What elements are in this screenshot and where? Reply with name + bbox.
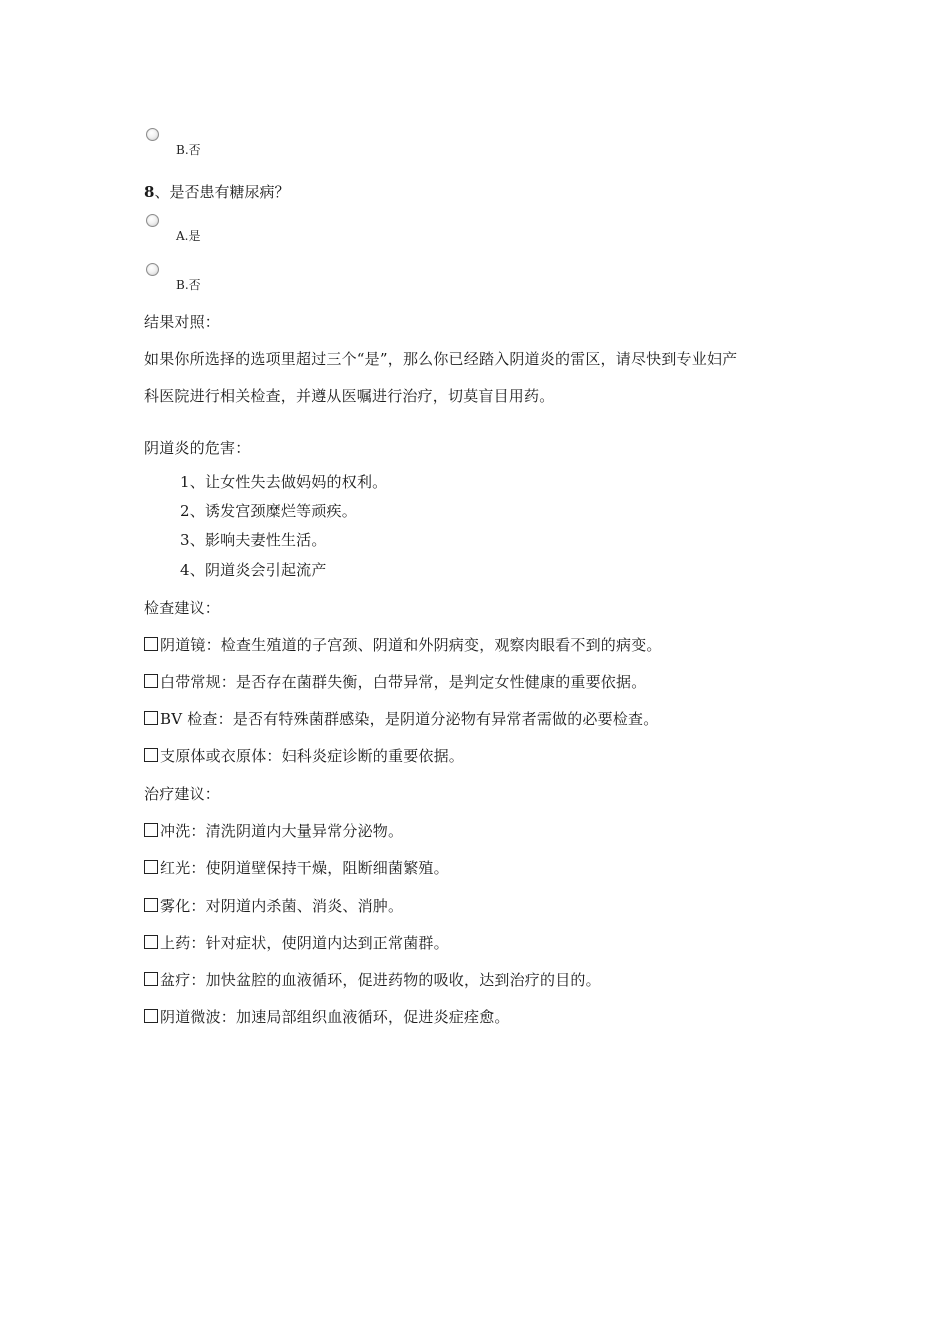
q8-text: 、是否患有糖尿病？ (154, 183, 290, 201)
exam-heading: 检查建议： (144, 599, 221, 617)
checkbox-square-icon (144, 748, 158, 762)
q8-option-a-radio[interactable] (146, 214, 159, 227)
exam-item-text: 白带常规：是否存在菌群失衡，白带异常，是判定女性健康的重要依据。 (160, 673, 647, 691)
q7-option-b-label: B.否 (176, 143, 201, 157)
harms-item: 2、诱发宫颈糜烂等顽疾。 (180, 502, 357, 520)
checkbox-square-icon (144, 674, 158, 688)
treatment-item-text: 上药：针对症状，使阴道内达到正常菌群。 (160, 934, 449, 952)
harms-item: 4、阴道炎会引起流产 (180, 561, 327, 579)
q7-option-b-radio[interactable] (146, 128, 159, 141)
checkbox-square-icon (144, 935, 158, 949)
q8-question (144, 181, 289, 202)
checkbox-square-icon (144, 1009, 158, 1023)
exam-item (144, 671, 646, 692)
exam-item (144, 708, 658, 729)
results-paragraph-line-2: 科医院进行相关检查，并遵从医嘱进行治疗，切莫盲目用药。 (144, 387, 555, 405)
exam-item-text: 阴道镜：检查生殖道的子宫颈、阴道和外阴病变，观察肉眼看不到的病变。 (160, 636, 662, 654)
exam-item (144, 745, 464, 766)
q8-number: 8 (144, 183, 155, 201)
q8-option-a-label: A.是 (176, 229, 201, 243)
harms-heading: 阴道炎的危害： (144, 439, 251, 457)
exam-item (144, 634, 662, 655)
results-paragraph-line-1: 如果你所选择的选项里超过三个“是”，那么你已经踏入阴道炎的雷区，请尽快到专业妇产 (144, 350, 738, 368)
treatment-heading: 治疗建议： (144, 785, 221, 803)
treatment-item-text: 阴道微波：加速局部组织血液循环，促进炎症痊愈。 (160, 1008, 510, 1026)
harms-item: 1、让女性失去做妈妈的权利。 (180, 473, 388, 491)
treatment-item (144, 1006, 510, 1027)
treatment-item (144, 895, 403, 916)
treatment-item (144, 969, 601, 990)
treatment-item-text: 红光：使阴道壁保持干燥，阻断细菌繁殖。 (160, 859, 449, 877)
checkbox-square-icon (144, 972, 158, 986)
treatment-item (144, 820, 403, 841)
treatment-item (144, 857, 449, 878)
harms-item: 3、影响夫妻性生活。 (180, 531, 327, 549)
exam-item-text: BV 检查：是否有特殊菌群感染，是阴道分泌物有异常者需做的必要检查。 (160, 710, 659, 728)
checkbox-square-icon (144, 637, 158, 651)
checkbox-square-icon (144, 860, 158, 874)
results-heading: 结果对照： (144, 313, 221, 331)
treatment-item (144, 932, 449, 953)
q8-option-b-label: B.否 (176, 278, 201, 292)
treatment-item-text: 雾化：对阴道内杀菌、消炎、消肿。 (160, 897, 404, 915)
checkbox-square-icon (144, 823, 158, 837)
q8-option-b-radio[interactable] (146, 263, 159, 276)
checkbox-square-icon (144, 898, 158, 912)
treatment-item-text: 盆疗：加快盆腔的血液循环，促进药物的吸收，达到治疗的目的。 (160, 971, 601, 989)
exam-item-text: 支原体或衣原体：妇科炎症诊断的重要依据。 (160, 747, 465, 765)
treatment-item-text: 冲洗：清洗阴道内大量异常分泌物。 (160, 822, 404, 840)
checkbox-square-icon (144, 711, 158, 725)
